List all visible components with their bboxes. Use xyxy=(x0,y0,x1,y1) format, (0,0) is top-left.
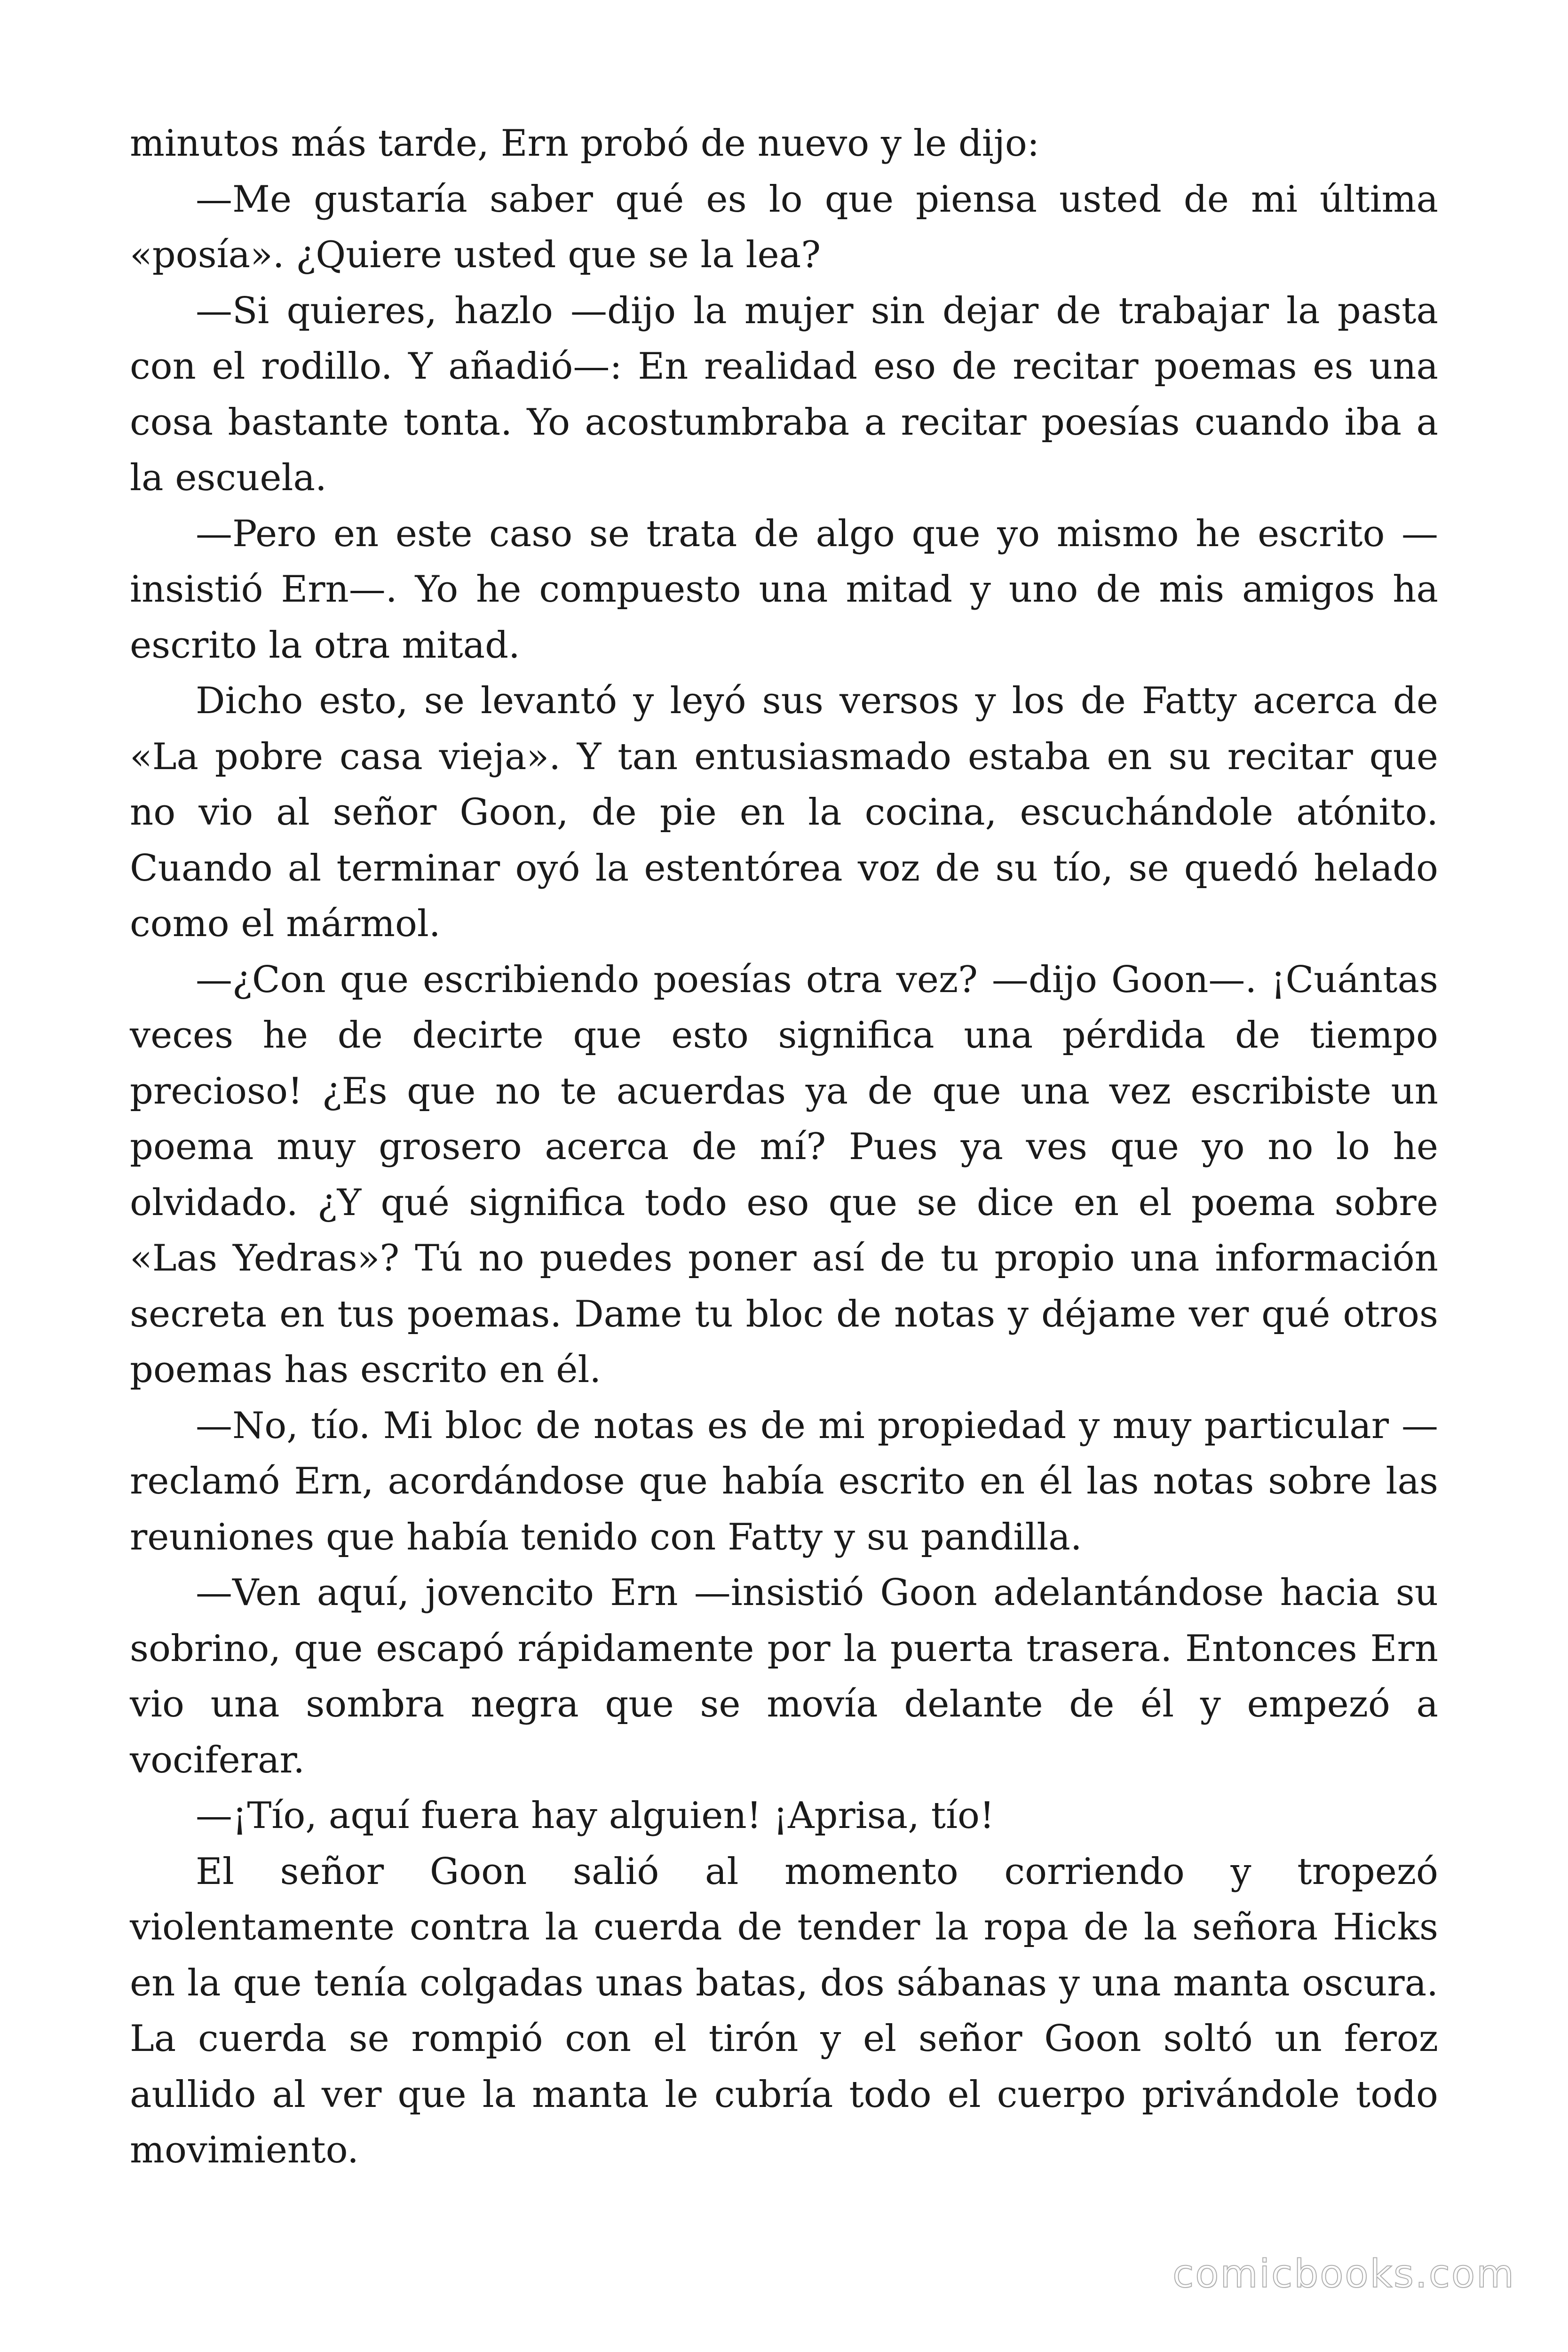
paragraph-8: —Ven aquí, jovencito Ern —insistió Goon adelantándose hacia su sobrino, que escapó rápidamente por la puerta trasera. Entonces Ern vio una sombra negra que se movía delante de él y empezó a vociferar. xyxy=(130,1572,1438,1781)
body-text xyxy=(130,116,1438,2178)
paragraph-6: —¿Con que escribiendo poesías otra vez? —dijo Goon—. ¡Cuántas veces he de decirte que esto significa una pérdida de tiempo precioso! ¿Es que no te acuerdas ya de que una vez escribiste un poema muy grosero acerca de mí? Pues ya ves que yo no lo he olvidado. ¿Y qué significa todo eso que se dice en el poema sobre «Las Yedras»? Tú no puedes poner así de tu propio una información secreta en tus poemas. Dame tu bloc de notas y déjame ver qué otros poemas has escrito en él. xyxy=(130,958,1438,1391)
paragraph-5: Dicho esto, se levantó y leyó sus versos y los de Fatty acerca de «La pobre casa vieja». Y tan entusiasmado estaba en su recitar que no vio al señor Goon, de pie en la cocina, escuchándole atónito. Cuando al terminar oyó la estentórea voz de su tío, se quedó helado como el mármol. xyxy=(130,680,1438,945)
paragraph-9: —¡Tío, aquí fuera hay alguien! ¡Aprisa, tío! xyxy=(196,1795,995,1837)
paragraph-4: —Pero en este caso se trata de algo que yo mismo he escrito —insistió Ern—. Yo he compuesto una mitad y uno de mis amigos ha escrito la otra mitad. xyxy=(130,512,1438,667)
paragraph-2: —Me gustaría saber qué es lo que piensa usted de mi última «posía». ¿Quiere usted que se la lea? xyxy=(130,178,1438,276)
paragraph-10: El señor Goon salió al momento corriendo y tropezó violentamente contra la cuerda de tender la ropa de la señora Hicks en la que tenía colgadas unas batas, dos sábanas y una manta oscura. La cuerda se rompió con el tirón y el señor Goon soltó un feroz aullido al ver que la manta le cubría todo el cuerpo privándole todo movimiento. xyxy=(130,1850,1438,2171)
paragraph-1: minutos más tarde, Ern probó de nuevo y le dijo: xyxy=(130,122,1040,165)
paragraph-3: —Si quieres, hazlo —dijo la mujer sin dejar de trabajar la pasta con el rodillo. Y añadió—: En realidad eso de recitar poemas es una cosa bastante tonta. Yo acostumbraba a recitar poesías cuando iba a la escuela. xyxy=(130,289,1438,499)
watermark: comicbooks.com xyxy=(1172,2252,1515,2296)
paragraph-7: —No, tío. Mi bloc de notas es de mi propiedad y muy particular —reclamó Ern, acordándose que había escrito en él las notas sobre las reuniones que había tenido con Fatty y su pandilla. xyxy=(130,1404,1438,1558)
